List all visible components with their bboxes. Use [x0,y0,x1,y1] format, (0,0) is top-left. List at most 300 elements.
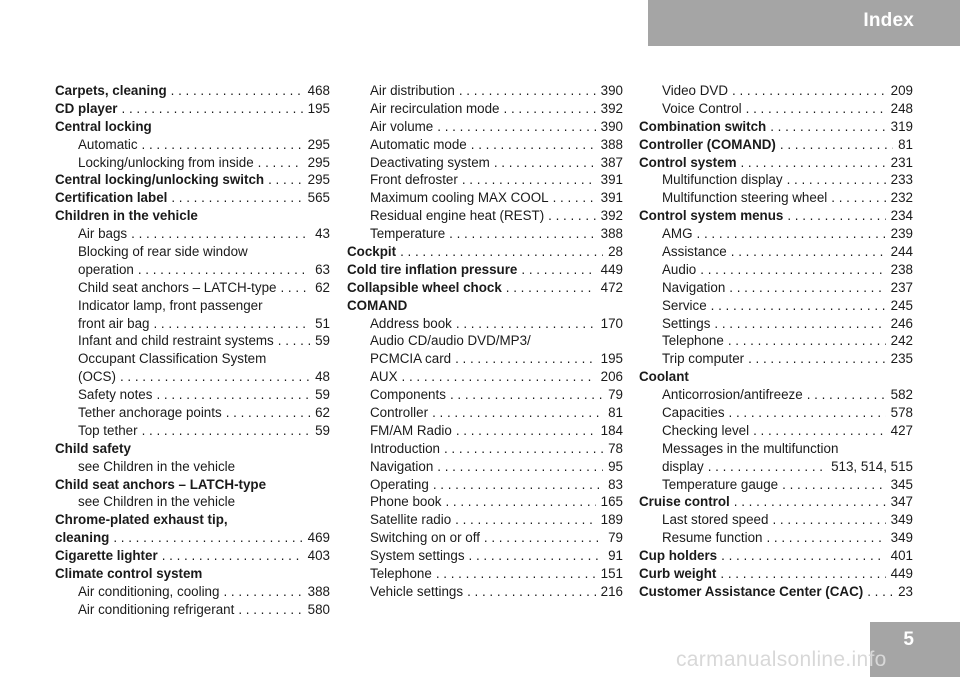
index-entry-sub [347,154,623,172]
page-reference: 51 [315,315,330,331]
index-entry-sub [347,189,623,207]
entry-text: Switching on or off [370,530,480,546]
page-reference: 349 [890,512,913,528]
page-reference: 43 [315,226,330,242]
entry-text: Service [662,297,707,313]
entry-text: CD player [55,100,118,116]
entry-text: Automatic [78,136,138,152]
dot-leader [553,189,596,207]
dot-leader [708,458,826,476]
dot-leader [445,493,595,511]
page-reference: 401 [890,548,913,564]
index-entry-sub [55,350,330,368]
index-entry-sub [347,350,623,368]
index-entry-sub [55,386,330,404]
dot-leader [156,386,310,404]
index-entry-sub [347,565,623,583]
index-entry-sub [347,386,623,404]
index-entry-main [639,154,913,172]
index-entry-sub [639,297,913,315]
index-entry-main [55,565,330,583]
entry-text: operation [78,261,134,277]
entry-text: Operating [370,476,429,492]
index-entry-sub [347,547,623,565]
entry-text: Top tether [78,422,138,438]
index-column-1 [55,82,330,619]
page-reference: 248 [890,100,913,116]
entry-text: Air recirculation mode [370,100,500,116]
index-entry-sub [55,297,330,315]
entry-text: Controller (COMAND) [639,136,776,152]
page-reference: 245 [890,297,913,313]
index-entry-sub [347,368,623,386]
dot-leader [770,118,885,136]
entry-text: Telephone [662,333,724,349]
entry-text: Navigation [662,279,726,295]
dot-leader [226,404,310,422]
page-reference: 28 [608,244,623,260]
index-entry-main [639,368,913,386]
dot-leader [521,261,595,279]
entry-text: Satellite radio [370,512,452,528]
page-reference: 95 [608,458,623,474]
entry-text: see Children in the vehicle [78,458,236,474]
entry-text: Audio [662,261,697,277]
entry-text: Central locking/unlocking switch [55,172,265,188]
page-reference: 295 [307,136,330,152]
page-reference: 23 [898,583,913,599]
dot-leader [122,100,303,118]
dot-leader [433,476,603,494]
entry-text: Multifunction steering wheel [662,190,828,206]
index-entry-sub [347,440,623,458]
dot-leader [153,315,310,333]
page-reference: 242 [890,333,913,349]
index-entry-main [55,118,330,136]
page-reference: 580 [307,601,330,617]
index-entry-sub [347,458,623,476]
entry-text: Cold tire inflation pressure [347,261,518,277]
page-reference: 62 [315,405,330,421]
index-entry-sub [55,422,330,440]
index-entry-sub [639,404,913,422]
entry-text: Air conditioning refrigerant [78,601,235,617]
index-entry-main [55,82,330,100]
dot-leader [171,82,303,100]
index-entry-main [55,476,330,494]
dot-leader [142,422,311,440]
entry-text: Telephone [370,566,432,582]
index-entry-sub [55,261,330,279]
dot-leader [138,261,310,279]
entry-text: Voice Control [662,100,742,116]
dot-leader [494,154,596,172]
entry-text: Phone book [370,494,442,510]
page-reference: 78 [608,440,623,456]
index-entry-sub [55,225,330,243]
index-entry-main [639,136,913,154]
index-entry-sub [347,422,623,440]
page-reference: 189 [600,512,623,528]
index-entry-sub [347,225,623,243]
entry-text: Automatic mode [370,136,467,152]
dot-leader [766,529,885,547]
dot-leader [131,225,310,243]
dot-leader [280,279,310,297]
page-reference: 388 [600,226,623,242]
page-reference: 79 [608,387,623,403]
entry-text: Components [370,387,446,403]
index-entry-sub [347,511,623,529]
page-reference: 246 [890,315,913,331]
entry-text: Assistance [662,244,727,260]
index-entry-sub [347,529,623,547]
dot-leader [734,493,886,511]
dot-leader [402,368,596,386]
index-entry-sub [639,225,913,243]
page-reference: 216 [600,583,623,599]
entry-text: Air volume [370,118,434,134]
dot-leader [471,136,596,154]
page-reference: 427 [890,422,913,438]
entry-text: AMG [662,226,693,242]
index-entry-sub [347,315,623,333]
page-reference: 244 [890,244,913,260]
header-band [648,0,960,46]
entry-text: Central locking [55,118,152,134]
page-reference: 195 [307,100,330,116]
page-reference: 345 [890,476,913,492]
entry-text: Tether anchorage points [78,405,222,421]
dot-leader [238,601,302,619]
entry-text: Resume function [662,530,763,546]
page-reference: 582 [890,387,913,403]
page-reference: 59 [315,422,330,438]
entry-text: Settings [662,315,711,331]
page-reference: 237 [890,279,913,295]
index-entry-main [55,207,330,225]
index-entry-sub [55,493,330,511]
index-entry-sub [347,404,623,422]
entry-text: Audio CD/audio DVD/MP3/ [370,333,531,349]
index-entry-sub [639,171,913,189]
dot-leader [456,315,596,333]
dot-leader [711,297,886,315]
entry-text: Controller [370,405,429,421]
index-entry-sub [639,82,913,100]
index-entry-main [639,207,913,225]
dot-leader [746,100,886,118]
index-entry-sub [55,154,330,172]
entry-text: PCMCIA card [370,351,452,367]
index-entry-sub [347,207,623,225]
page-reference: 83 [608,476,623,492]
index-entry-sub [639,440,913,458]
page-reference: 81 [898,136,913,152]
index-entry-sub [347,583,623,601]
page-reference: 391 [600,190,623,206]
dot-leader [484,529,603,547]
entry-text: Multifunction display [662,172,783,188]
index-entry-sub [55,368,330,386]
dot-leader [436,565,596,583]
dot-leader [787,207,885,225]
entry-text: Air bags [78,226,128,242]
page-reference: 392 [600,100,623,116]
index-entry-sub [639,386,913,404]
entry-text: Cigarette lighter [55,548,158,564]
entry-text: Air conditioning, cooling [78,583,220,599]
dot-leader [450,386,603,404]
index-entry-sub [55,458,330,476]
entry-text: Capacities [662,405,725,421]
index-entry-sub [347,100,623,118]
index-entry-main [347,279,623,297]
page-reference: 469 [307,530,330,546]
dot-leader [455,511,596,529]
entry-text: Residual engine heat (REST) [370,208,545,224]
dot-leader [780,136,893,154]
index-entry-sub [347,476,623,494]
page-reference: 232 [890,190,913,206]
index-entry-sub [55,404,330,422]
dot-leader [142,136,303,154]
entry-text: Locking/unlocking from inside [78,154,254,170]
entry-text: Anticorrosion/antifreeze [662,387,803,403]
entry-text: Introduction [370,440,440,456]
page-reference: 79 [608,530,623,546]
index-entry-main [639,547,913,565]
index-column-3 [639,82,913,601]
page-reference: 170 [600,315,623,331]
dot-leader [728,332,886,350]
index-entry-sub [639,100,913,118]
index-entry-sub [639,511,913,529]
dot-leader [432,404,603,422]
index-entry-main [55,511,330,529]
index-entry-main [639,565,913,583]
index-entry-sub [55,243,330,261]
entry-text: Safety notes [78,387,153,403]
entry-text: Air distribution [370,83,455,98]
entry-text: front air bag [78,315,150,331]
page-title: Index [863,10,914,31]
dot-leader [459,82,596,100]
entry-text: Front defroster [370,172,458,188]
dot-leader [504,100,596,118]
dot-leader [113,529,302,547]
page-reference: 472 [600,279,623,295]
page-reference: 388 [600,136,623,152]
entry-text: Climate control system [55,566,203,582]
index-entry-sub [639,279,913,297]
page-reference: 513, 514, 515 [831,458,913,474]
index-entry-sub [639,422,913,440]
dot-leader [714,315,885,333]
entry-text: Messages in the multifunction [662,440,839,456]
index-entry-sub [639,350,913,368]
page-reference: 62 [315,279,330,295]
watermark: carmanualsonline.info [676,648,887,671]
index-entry-sub [639,315,913,333]
page-number: 5 [903,629,914,650]
page-reference: 295 [307,154,330,170]
entry-text: Carpets, cleaning [55,83,167,98]
page-reference: 319 [890,118,913,134]
page-reference: 63 [315,261,330,277]
dot-leader [697,225,886,243]
entry-text: Certification label [55,190,168,206]
dot-leader [462,171,596,189]
dot-leader [753,422,886,440]
index-entry-sub [639,243,913,261]
page-reference: 391 [600,172,623,188]
index-entry-sub [639,529,913,547]
dot-leader [467,583,596,601]
page-reference: 387 [600,154,623,170]
index-entry-sub [55,136,330,154]
page-reference: 234 [890,208,913,224]
page-reference: 565 [307,190,330,206]
dot-leader [748,350,886,368]
entry-text: AUX [370,369,398,385]
entry-text: Occupant Classification System [78,351,267,367]
index-entry-main [639,118,913,136]
entry-text: Temperature gauge [662,476,779,492]
entry-text: Trip computer [662,351,745,367]
entry-text: Collapsible wheel chock [347,279,502,295]
dot-leader [223,583,302,601]
dot-leader [787,171,886,189]
dot-leader [456,422,596,440]
index-entry-sub [347,332,623,350]
page-reference: 468 [307,83,330,98]
entry-text: (OCS) [78,369,116,385]
dot-leader [171,189,302,207]
index-entry-main [639,493,913,511]
dot-leader [469,547,604,565]
entry-text: Video DVD [662,83,728,98]
page-reference: 151 [600,566,623,582]
index-entry-sub [347,82,623,100]
entry-text: Temperature [370,226,446,242]
page-reference: 165 [600,494,623,510]
index-entry-sub [639,332,913,350]
entry-text: Customer Assistance Center (CAC) [639,583,864,599]
entry-text: Indicator lamp, front passenger [78,297,263,313]
index-entry-sub [347,171,623,189]
dot-leader [400,243,603,261]
page-reference: 578 [890,405,913,421]
dot-leader [720,565,885,583]
entry-text: Cruise control [639,494,730,510]
page-reference: 403 [307,548,330,564]
entry-text: COMAND [347,297,408,313]
index-entry-sub [55,332,330,350]
dot-leader [721,547,886,565]
dot-leader [700,261,885,279]
entry-text: Blocking of rear side window [78,244,248,260]
page-reference: 449 [600,261,623,277]
dot-leader [772,511,885,529]
dot-leader [831,189,885,207]
dot-leader [740,154,885,172]
index-entry-sub [639,189,913,207]
entry-text: Child seat anchors – LATCH-type [55,476,267,492]
page-reference: 48 [315,369,330,385]
entry-text: FM/AM Radio [370,422,452,438]
dot-leader [268,171,303,189]
page-reference: 81 [608,405,623,421]
index-entry-sub [55,601,330,619]
entry-text: Vehicle settings [370,583,464,599]
page-reference: 233 [890,172,913,188]
dot-leader [782,476,886,494]
index-entry-main [55,171,330,189]
entry-text: Curb weight [639,566,717,582]
page-reference: 239 [890,226,913,242]
entry-text: cleaning [55,530,110,546]
entry-text: display [662,458,704,474]
index-entry-sub [347,493,623,511]
index-entry-main [347,261,623,279]
index-entry-main [55,189,330,207]
entry-text: Navigation [370,458,434,474]
entry-text: Control system [639,154,737,170]
dot-leader [449,225,595,243]
index-entry-sub [55,583,330,601]
index-entry-main [347,243,623,261]
index-entry-main [55,547,330,565]
index-entry-sub [55,279,330,297]
entry-text: Address book [370,315,452,331]
dot-leader [867,583,893,601]
dot-leader [278,332,310,350]
page-reference: 238 [890,261,913,277]
dot-leader [258,154,303,172]
index-entry-main [347,297,623,315]
dot-leader [437,458,603,476]
index-entry-main [55,529,330,547]
entry-text: Checking level [662,422,750,438]
page-reference: 209 [890,83,913,98]
page-reference: 59 [315,333,330,349]
entry-text: Chrome-plated exhaust tip, [55,512,228,528]
dot-leader [455,350,596,368]
index-entry-sub [639,261,913,279]
page-reference: 449 [890,566,913,582]
dot-leader [437,118,595,136]
index-entry-main [55,440,330,458]
index-entry-sub [347,118,623,136]
page-reference: 206 [600,369,623,385]
index-entry-sub [55,315,330,333]
page-reference: 390 [600,118,623,134]
index-entry-sub [639,458,913,476]
entry-text: Maximum cooling MAX COOL [370,190,549,206]
dot-leader [162,547,303,565]
entry-text: Last stored speed [662,512,769,528]
dot-leader [729,279,885,297]
entry-text: Deactivating system [370,154,490,170]
entry-text: Cockpit [347,244,397,260]
index-entry-sub [639,476,913,494]
entry-text: Control system menus [639,208,784,224]
page-reference: 195 [600,351,623,367]
index-entry-main [55,100,330,118]
entry-text: Child seat anchors – LATCH-type [78,279,277,295]
page-reference: 231 [890,154,913,170]
